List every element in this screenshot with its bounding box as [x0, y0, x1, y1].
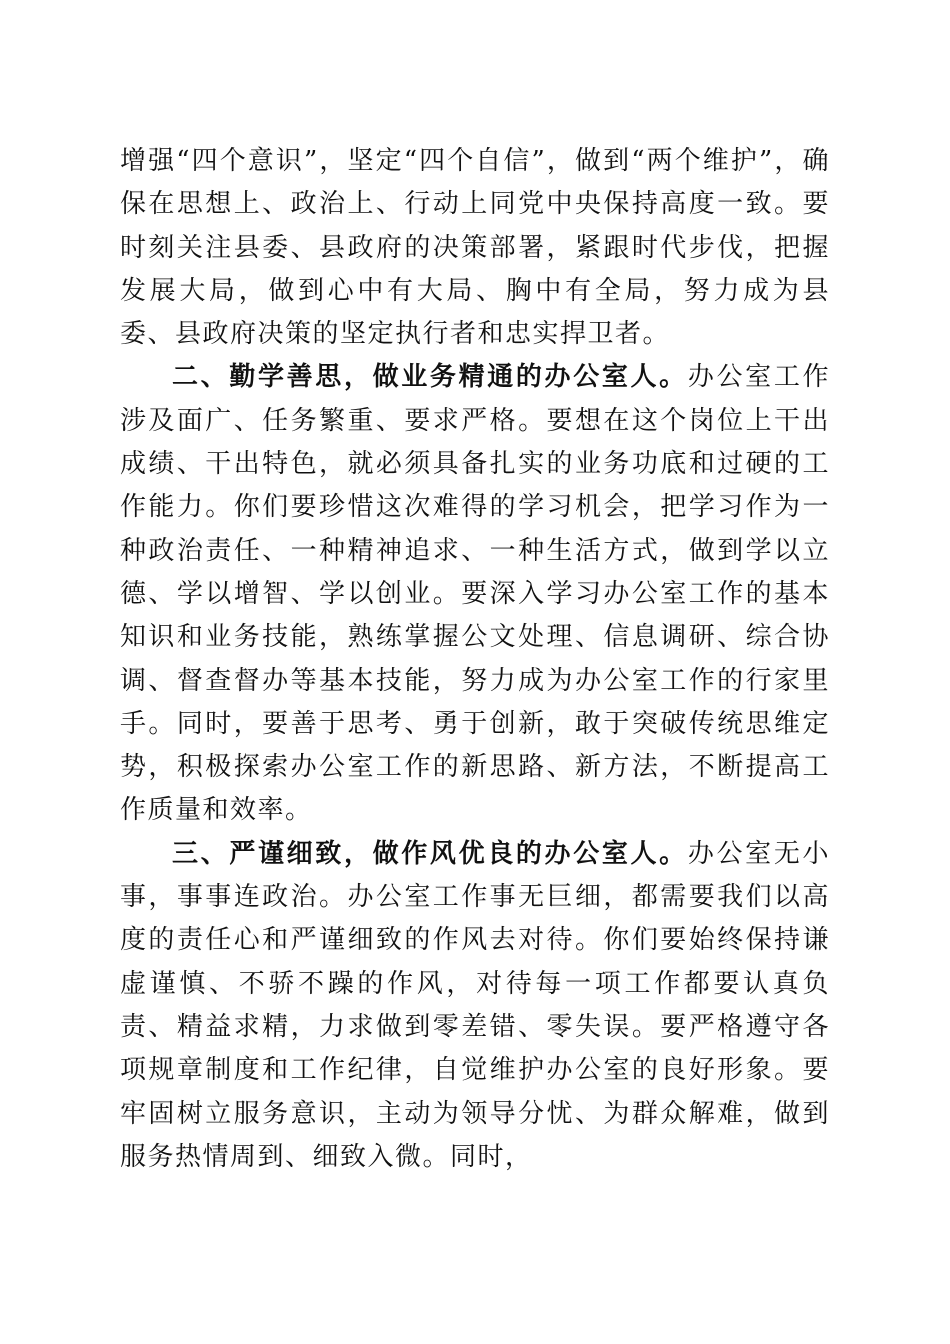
paragraph-1-text: 增强“四个意识”，坚定“四个自信”，做到“两个维护”，确保在思想上、政治上、行动上同党中央保持高度一致。要时刻关注县委、县政府的决策部署，紧跟时代步伐，把握发展大局，做到心中有大局、胸中有全局，努力成为县委、县政府决策的坚定执行者和忠实捍卫者。 — [120, 146, 830, 350]
paragraph-3 — [120, 833, 830, 1179]
paragraph-2-heading: 二、勤学善思，做业务精通的办公室人。 — [172, 362, 688, 393]
paragraph-1 — [120, 140, 830, 356]
document-body — [120, 140, 830, 1179]
paragraph-2-text: 办公室工作涉及面广、任务繁重、要求严格。要想在这个岗位上干出成绩、干出特色，就必须具备扎实的业务功底和过硬的工作能力。你们要珍惜这次难得的学习机会，把学习作为一种政治责任、一种精神追求、一种生活方式，做到学以立德、学以增智、学以创业。要深入学习办公室工作的基本知识和业务技能，熟练掌握公文处理、信息调研、综合协调、督查督办等基本技能，努力成为办公室工作的行家里手。同时，要善于思考、勇于创新，敢于突破传统思维定势，积极探索办公室工作的新思路、新方法，不断提高工作质量和效率。 — [120, 362, 830, 826]
paragraph-3-text: 办公室无小事，事事连政治。办公室工作事无巨细，都需要我们以高度的责任心和严谨细致的作风去对待。你们要始终保持谦虚谨慎、不骄不躁的作风，对待每一项工作都要认真负责、精益求精，力求做到零差错、零失误。要严格遵守各项规章制度和工作纪律，自觉维护办公室的良好形象。要牢固树立服务意识，主动为领导分忧、为群众解难，做到服务热情周到、细致入微。同时， — [120, 838, 830, 1172]
paragraph-3-heading: 三、严谨细致，做作风优良的办公室人。 — [172, 838, 688, 869]
paragraph-2 — [120, 356, 830, 832]
